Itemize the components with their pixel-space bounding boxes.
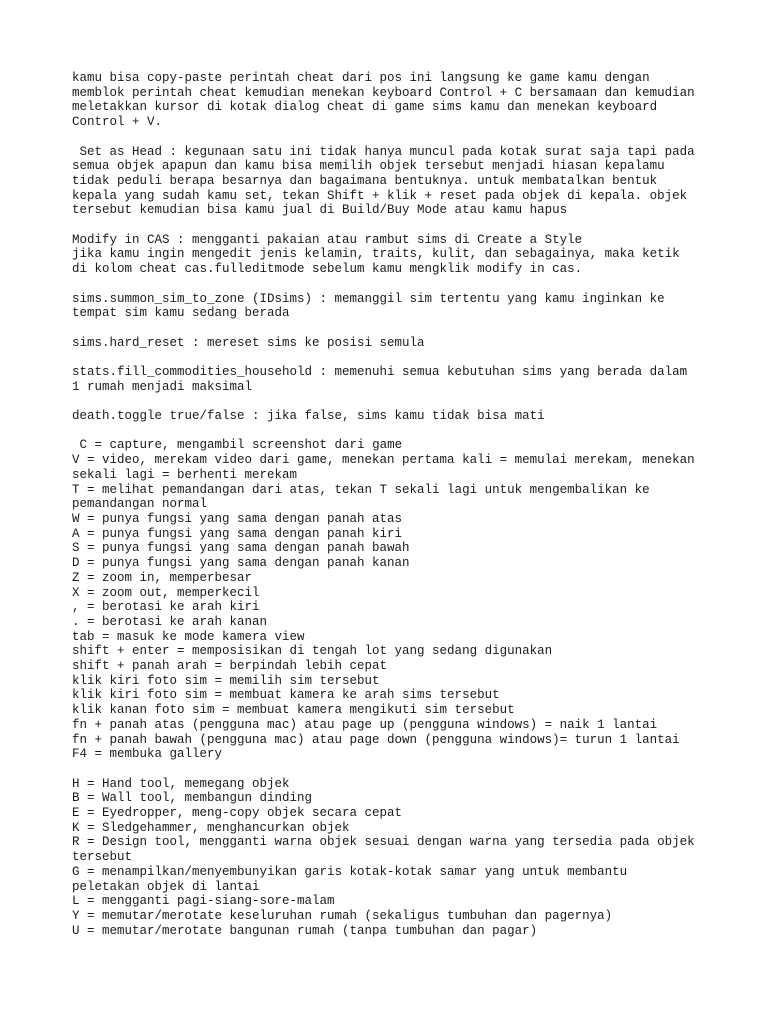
paragraph-gap <box>72 130 752 145</box>
paragraph-gap <box>72 424 752 439</box>
paragraph-gap <box>72 321 752 336</box>
death-toggle-paragraph: death.toggle true/false : jika false, sims kamu tidak bisa mati <box>72 409 545 424</box>
intro-paragraph: kamu bisa copy-paste perintah cheat dari pos ini langsung ke game kamu dengan memblok perintah cheat kemudian menekan keyboard Control + C bersamaan dan kemudian meletakkan kursor di kotak dialog cheat di game sims kamu dan menekan keyboard Control + V. <box>72 71 695 130</box>
summon-sim-paragraph: sims.summon_sim_to_zone (IDsims) : memanggil sim tertentu yang kamu inginkan ke tempat sim kamu sedang berada <box>72 291 665 321</box>
hard-reset-paragraph: sims.hard_reset : mereset sims ke posisi semula <box>72 335 425 350</box>
set-as-head-paragraph: Set as Head : kegunaan satu ini tidak hanya muncul pada kotak surat saja tapi pada semua objek apapun dan kamu bisa memilih objek tersebut menjadi hiasan kepalamu tidak peduli berapa besarnya dan bagaimana bentuknya. untuk membatalkan bentuk kepala yang sudah kamu set, tekan Shift + klik + reset pada objek di kepala. objek tersebut kemudian bisa kamu jual di Build/Buy Mode atau kamu hapus <box>72 144 695 218</box>
paragraph-gap <box>72 762 752 777</box>
paragraph-gap <box>72 218 752 233</box>
modify-in-cas-paragraph: Modify in CAS : mengganti pakaian atau rambut sims di Create a Style jika kamu ingin mengedit jenis kelamin, traits, kulit, dan sebagainya, maka ketik di kolom cheat cas.fulleditmode sebelum kamu mengklik modify in cas. <box>72 232 680 277</box>
paragraph-gap <box>72 394 752 409</box>
build-keys-list: H = Hand tool, memegang objek B = Wall tool, membangun dinding E = Eyedropper, meng-copy objek secara cepat K = Sledgehammer, menghancurkan objek R = Design tool, mengganti warna objek sesuai dengan warna yang tersedia pada objek tersebut G = menampilkan/menyembunyikan garis kotak-kotak samar yang untuk membantu peletakan objek di lantai L = mengganti pagi-siang-sore-malam Y = memutar/merotate keseluruhan rumah (sekaligus tumbuhan dan pagernya) U = memutar/merotate bangunan rumah (tanpa tumbuhan dan pagar) <box>72 776 695 938</box>
fill-commodities-paragraph: stats.fill_commodities_household : memenuhi semua kebutuhan sims yang berada dalam 1 rumah menjadi maksimal <box>72 364 688 394</box>
document-body <box>72 71 752 938</box>
paragraph-gap <box>72 350 752 365</box>
camera-keys-list: C = capture, mengambil screenshot dari game V = video, merekam video dari game, menekan pertama kali = memulai merekam, menekan sekali lagi = berhenti merekam T = melihat pemandangan dari atas, tekan T sekali lagi untuk mengembalikan ke pemandangan normal W = punya fungsi yang sama dengan panah atas A = punya fungsi yang sama dengan panah kiri S = punya fungsi yang sama dengan panah bawah D = punya fungsi yang sama dengan panah kanan Z = zoom in, memperbesar X = zoom out, memperkecil , = berotasi ke arah kiri . = berotasi ke arah kanan tab = masuk ke mode kamera view shift + enter = memposisikan di tengah lot yang sedang digunakan shift + panah arah = berpindah lebih cepat klik kiri foto sim = memilih sim tersebut klik kiri foto sim = membuat kamera ke arah sims tersebut klik kanan foto sim = membuat kamera mengikuti sim tersebut fn + panah atas (pengguna mac) atau page up (pengguna windows) = naik 1 lantai fn + panah bawah (pengguna mac) atau page down (pengguna windows)= turun 1 lantai F4 = membuka gallery <box>72 438 695 762</box>
paragraph-gap <box>72 277 752 292</box>
